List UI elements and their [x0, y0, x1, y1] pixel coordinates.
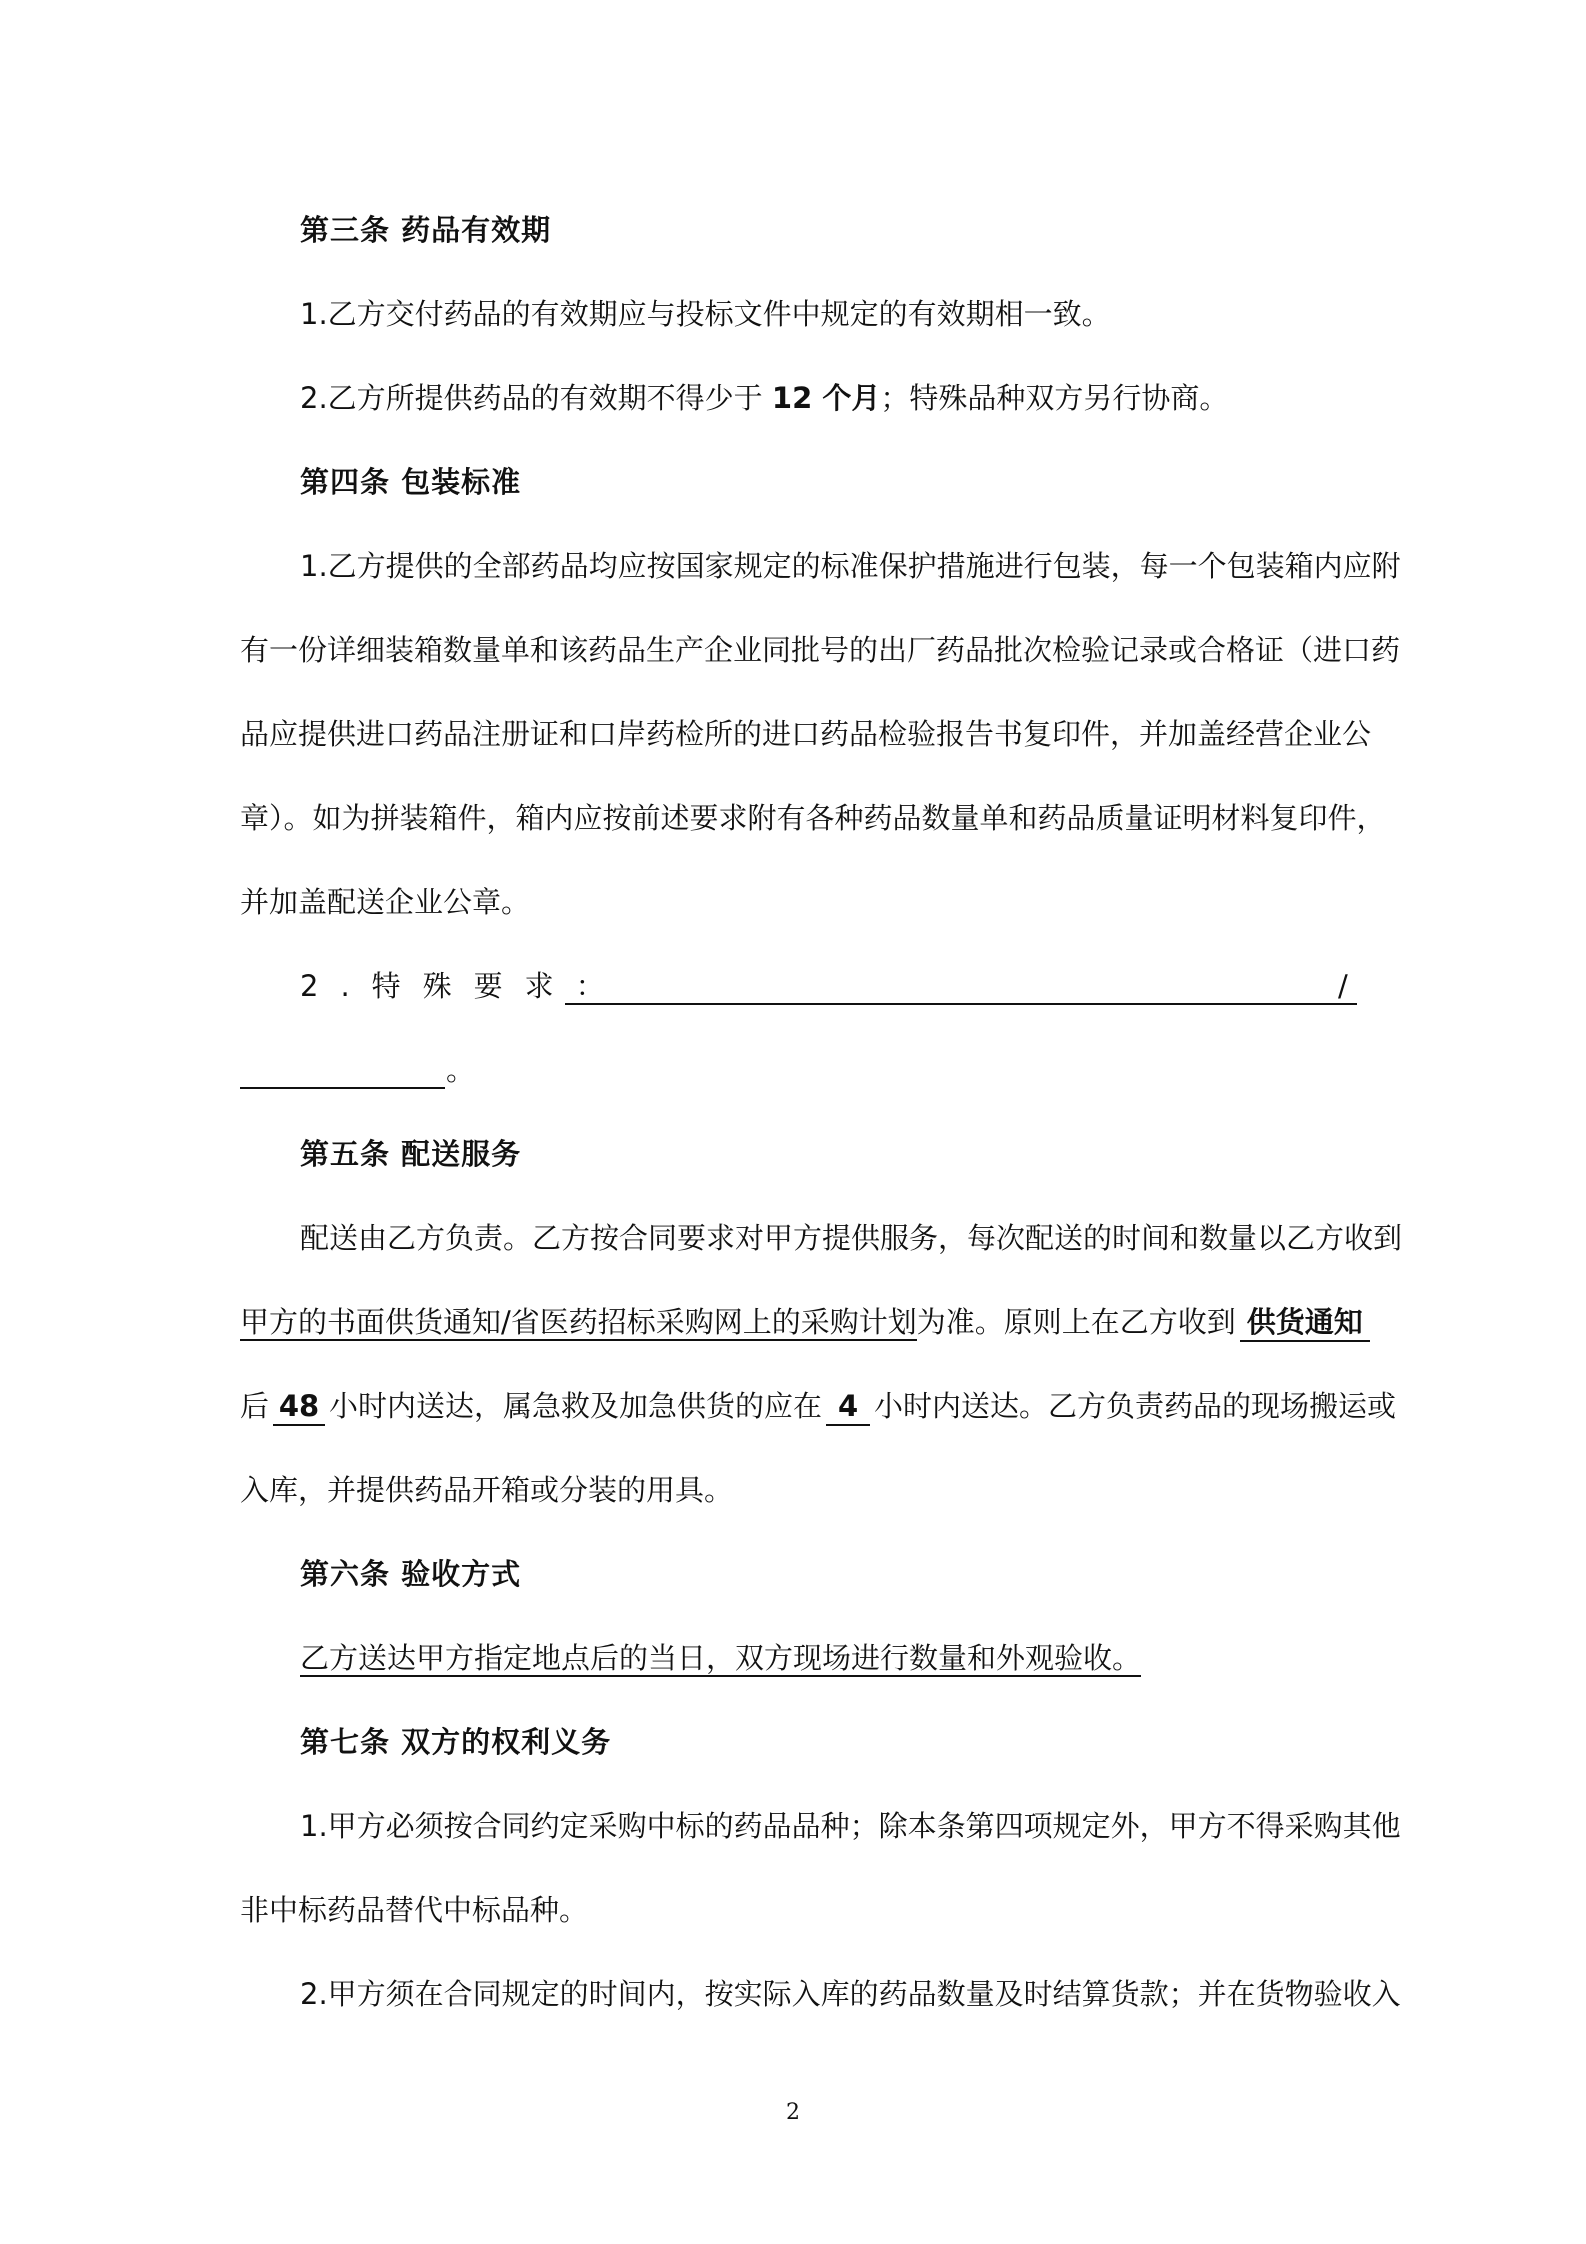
article-3-title: 第三条 药品有效期	[300, 213, 552, 247]
article-5-title: 第五条 配送服务	[300, 1137, 522, 1171]
clause-text: ；特殊品种双方另行协商。	[880, 381, 1229, 415]
article-4-line-4: 章）。如为拼装箱件，箱内应按前述要求附有各种药品数量单和药品质量证明材料复印件，	[240, 801, 1386, 835]
acceptance-method: 乙方送达甲方指定地点后的当日，双方现场进行数量和外观验收。	[300, 1641, 1142, 1675]
emergency-hours-fill: 4	[826, 1388, 870, 1426]
article-7-title: 第七条 双方的权利义务	[300, 1725, 612, 1759]
article-3-clause-1: 1.乙方交付药品的有效期应与投标文件中规定的有效期相一致。	[300, 297, 1111, 331]
article-5-line-4: 入库，并提供药品开箱或分装的用具。	[240, 1473, 734, 1507]
article-5-line-1: 配送由乙方负责。乙方按合同要求对甲方提供服务，每次配送的时间和数量以乙方收到	[300, 1221, 1403, 1255]
special-requirements-end: 。	[446, 1053, 476, 1087]
clause-text: 2.乙方所提供药品的有效期不得少于	[300, 381, 772, 415]
validity-months: 12 个月	[771, 381, 881, 415]
special-requirements-blank	[565, 1003, 1357, 1005]
article-6-title: 第六条 验收方式	[300, 1557, 522, 1591]
special-requirements-label: 2.特殊要求：	[300, 969, 627, 1003]
article-5-line-2	[240, 1300, 1363, 1344]
special-requirements-blank-2	[240, 1087, 445, 1089]
article-3-clause-2	[300, 376, 1356, 420]
article-4-line-5: 并加盖配送企业公章。	[240, 885, 531, 919]
delivery-hours-fill: 48	[273, 1388, 325, 1426]
article-4-title: 第四条 包装标准	[300, 465, 522, 499]
article-7-line-1: 1.甲方必须按合同约定采购中标的药品品种；除本条第四项规定外，甲方不得采购其他	[300, 1809, 1401, 1843]
article-7-line-3: 2.甲方须在合同规定的时间内，按实际入库的药品数量及时结算货款；并在货物验收入	[300, 1977, 1401, 2011]
clause-text: 为准。原则上在乙方收到	[916, 1305, 1236, 1339]
special-requirements-value: /	[1338, 969, 1348, 1003]
article-4-line-1: 1.乙方提供的全部药品均应按国家规定的标准保护措施进行包装，每一个包装箱内应附	[300, 549, 1401, 583]
delivery-notice-fill: 供货通知	[1240, 1304, 1370, 1342]
article-6-text	[300, 1636, 1356, 1680]
page-number: 2	[786, 2100, 800, 2125]
delivery-notice-source: 甲方的书面供货通知/省医药招标采购网上的采购计划	[240, 1305, 917, 1339]
article-7-line-2: 非中标药品替代中标品种。	[240, 1893, 589, 1927]
article-4-line-2: 有一份详细装箱数量单和该药品生产企业同批号的出厂药品批次检验记录或合格证（进口药	[240, 633, 1401, 667]
article-5-line-3: 后 48 小时内送达，属急救及加急供货的应在 4 小时内送达。乙方负责药品的现场搬运或	[240, 1384, 1356, 1428]
article-4-line-3: 品应提供进口药品注册证和口岸药检所的进口药品检验报告书复印件，并加盖经营企业公	[240, 717, 1372, 751]
